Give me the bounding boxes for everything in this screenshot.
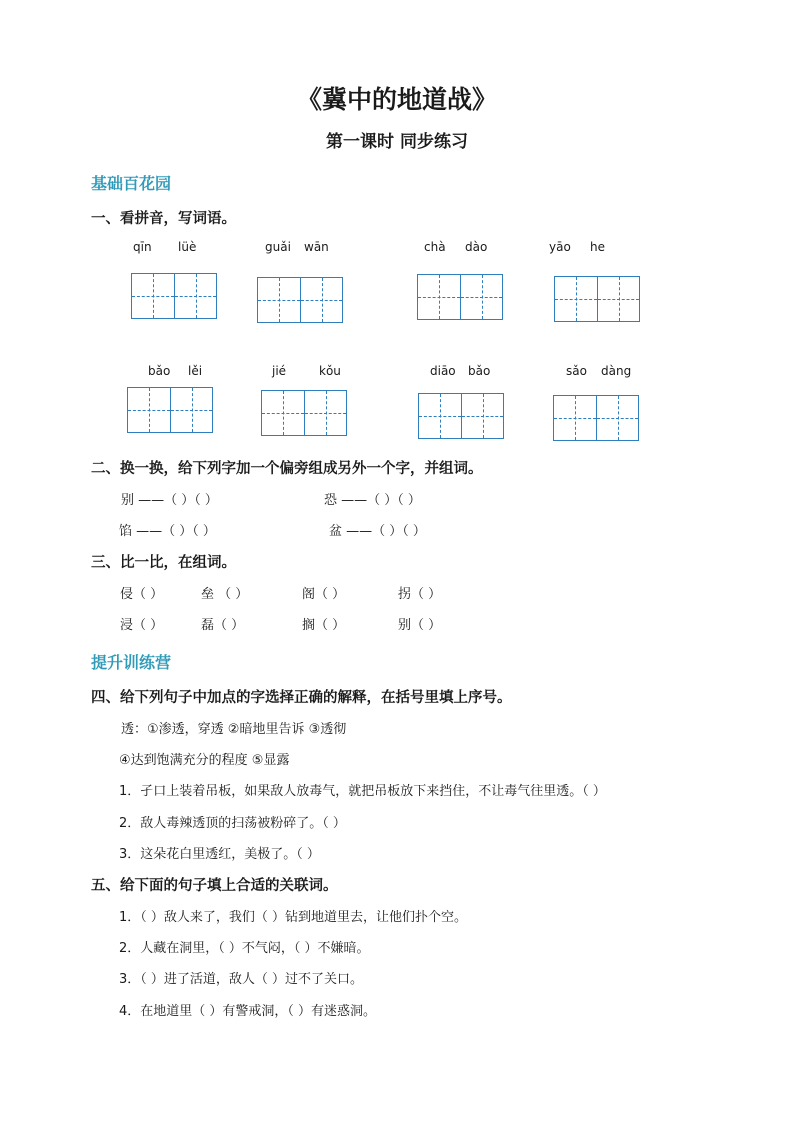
pinyin: qīn	[133, 240, 152, 254]
pinyin: chà	[424, 240, 446, 254]
writing-grid[interactable]	[131, 273, 217, 319]
definition-options: ④达到饱满充分的程度 ⑤显露	[119, 753, 290, 768]
pinyin: yāo	[549, 240, 571, 254]
sentence-item: 3．这朵花白里透红，美极了。（ ）	[119, 847, 320, 862]
pinyin: bǎo	[468, 364, 491, 378]
section-heading-basics: 基础百花园	[91, 174, 172, 193]
pinyin: lüè	[178, 240, 197, 254]
radical-item: 恐 ——（ ）（ ）	[324, 493, 421, 508]
writing-grid[interactable]	[553, 395, 639, 441]
pinyin: kǒu	[319, 364, 341, 378]
pinyin: wān	[304, 240, 329, 254]
page-subtitle: 第一课时 同步练习	[326, 132, 468, 152]
compare-item: 阁（ ）	[302, 587, 346, 602]
sentence-item: 1．孑口上装着吊板，如果敌人放毒气，就把吊板放下来挡住，不让毒气往里透。（ ）	[119, 784, 606, 799]
writing-grid[interactable]	[261, 390, 347, 436]
question-1-heading: 一、看拼音，写词语。	[91, 211, 236, 227]
compare-item: 拐（ ）	[398, 587, 442, 602]
sentence-item: 2．人藏在洞里，（ ）不气闷，（ ）不嫌暗。	[119, 941, 370, 956]
pinyin: dàng	[601, 364, 632, 378]
writing-grid[interactable]	[417, 274, 503, 320]
pinyin: lěi	[188, 364, 203, 378]
pinyin: sǎo	[566, 364, 587, 378]
question-4-heading: 四、给下列句子中加点的字选择正确的解释，在括号里填上序号。	[91, 690, 512, 706]
writing-grid[interactable]	[554, 276, 640, 322]
pinyin: diāo	[430, 364, 456, 378]
pinyin: jié	[272, 364, 287, 378]
compare-item: 垒 （ ）	[201, 587, 249, 602]
pinyin: dào	[465, 240, 488, 254]
radical-item: 馅 ——（ ）（ ）	[119, 524, 216, 539]
sentence-item: 3．（ ）进了活道，敌人（ ）过不了关口。	[119, 972, 364, 987]
pinyin: bǎo	[148, 364, 171, 378]
question-3-heading: 三、比一比，在组词。	[91, 555, 236, 571]
writing-grid[interactable]	[418, 393, 504, 439]
compare-item: 侵（ ）	[120, 587, 164, 602]
radical-item: 盆 ——（ ）（ ）	[329, 524, 426, 539]
sentence-item: 4．在地道里（ ）有警戒洞，（ ）有迷惑洞。	[119, 1004, 377, 1019]
question-2-heading: 二、换一换，给下列字加一个偏旁组成另外一个字，并组词。	[91, 461, 483, 477]
sentence-item: 2．敌人毒辣透顶的扫荡被粉碎了。（ ）	[119, 816, 346, 831]
compare-item: 浸（ ）	[120, 618, 164, 633]
pinyin: he	[590, 240, 605, 254]
compare-item: 搁（ ）	[302, 618, 346, 633]
writing-grid[interactable]	[127, 387, 213, 433]
page-title: 《冀中的地道战》	[296, 85, 497, 114]
question-5-heading: 五、给下面的句子填上合适的关联词。	[91, 878, 338, 894]
definition-options: 透：①渗透，穿透 ②暗地里告诉 ③透彻	[121, 722, 347, 737]
compare-item: 磊（ ）	[201, 618, 245, 633]
compare-item: 别（ ）	[398, 618, 442, 633]
section-heading-advanced: 提升训练营	[91, 653, 172, 672]
sentence-item: 1．（ ）敌人来了，我们（ ）钻到地道里去，让他们扑个空。	[119, 910, 468, 925]
radical-item: 别 ——（ ）（ ）	[121, 493, 218, 508]
pinyin: guǎi	[265, 240, 291, 254]
writing-grid[interactable]	[257, 277, 343, 323]
